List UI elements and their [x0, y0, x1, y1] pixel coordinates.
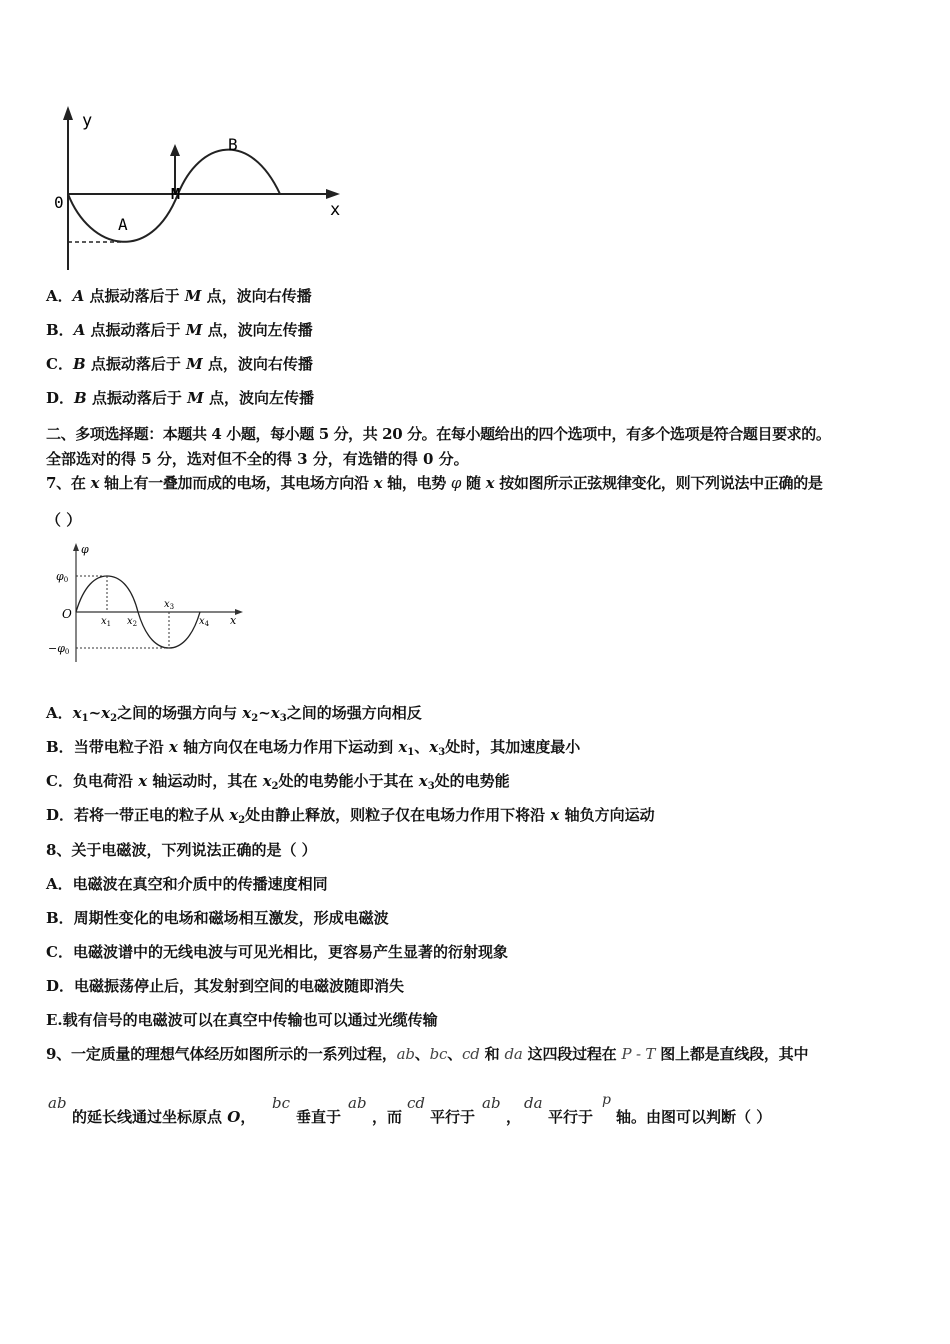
point-m-label: M [171, 185, 181, 203]
x-axis-label: x [230, 614, 237, 627]
q8-option-a: A．电磁波在真空和介质中的传播速度相同 [46, 875, 328, 893]
q8-option-b: B．周期性变化的电场和磁场相互激发，形成电磁波 [46, 909, 389, 927]
potential-figure [44, 540, 254, 670]
q7-stem: 7、在 x 轴上有一叠加而成的电场，其电场方向沿 x 轴，电势 φ 随 x 按如图所示正弦规律变化，则下列说法中正确的是 [46, 474, 823, 492]
x-label: x [330, 200, 341, 220]
q8-option-e: E.载有信号的电磁波可以在真空中传输也可以通过光缆传输 [46, 1011, 438, 1029]
q9-line2-t4: ，而 [372, 1108, 403, 1126]
phi-label: φ [81, 543, 89, 556]
q7-option-a: A．$x_1\sim x_2$之间的场强方向与 $x_2\sim x_3$之间的场强方向相反 [46, 704, 422, 724]
point-b-label: B [228, 135, 238, 154]
phi-axis-arrow [73, 543, 79, 551]
q6-option-d: D．B 点振动落后于 M 点，波向左传播 [46, 389, 314, 407]
q9-ab-symbol-2: ab [348, 1094, 367, 1112]
section2-line1: 二、多项选择题：本题共 4 小题，每小题 5 分，共 20 分。在每小题给出的四个选项中，有多个选项是符合题目要求的。 [46, 425, 831, 443]
q9-line2-t7: 平行于 [548, 1108, 594, 1126]
x1-label: $x_1$ [101, 616, 112, 628]
y-label: y [82, 111, 93, 131]
q9-ab-symbol-3: ab [482, 1094, 501, 1112]
q9-ab-symbol: ab [48, 1094, 67, 1112]
q9-p-symbol: p [602, 1092, 611, 1108]
q8-stem: 8、关于电磁波，下列说法正确的是（ ） [46, 841, 317, 859]
neg-phi0-label: −φ0 [48, 642, 70, 656]
origin-o-label: O [62, 607, 72, 621]
q9-bc-symbol: bc [272, 1094, 291, 1112]
q8-option-c: C．电磁波谱中的无线电波与可见光相比，更容易产生显著的衍射现象 [46, 943, 508, 961]
point-a-label: A [118, 215, 128, 234]
x4-label: $x_4$ [199, 616, 210, 628]
x2-label: $x_2$ [127, 616, 138, 628]
x3-label: $x_3$ [164, 599, 175, 611]
q9-da-symbol: da [524, 1094, 543, 1112]
section2-line2: 全部选对的得 5 分，选对但不全的得 3 分，有选错的得 0 分。 [46, 450, 469, 468]
q9-line2-t6: ， [506, 1108, 522, 1126]
velocity-arrowhead [170, 144, 180, 156]
y-axis-arrow [63, 106, 73, 120]
phi0-label: φ0 [56, 570, 69, 584]
wave-figure [50, 100, 350, 275]
origin-label: 0 [54, 193, 64, 212]
q6-option-b: B．A 点振动落后于 M 点，波向左传播 [46, 321, 313, 339]
q9-line2-t1: 的延长线通过坐标原点 O， [72, 1108, 256, 1126]
q9-cd-symbol: cd [407, 1094, 426, 1112]
q9-line2-t5: 平行于 [430, 1108, 476, 1126]
q6-option-a: A．A 点振动落后于 M 点，波向右传播 [46, 287, 312, 305]
q9-stem-line1: 9、一定质量的理想气体经历如图所示的一系列过程，ab、bc、cd 和 da 这四段过程在 P - T 图上都是直线段，其中 [46, 1045, 809, 1063]
q9-line2-t8: 轴。由图可以判断（ ） [616, 1108, 772, 1126]
q7-paren: （ ） [46, 511, 82, 529]
q7-option-d: D．若将一带正电的粒子从 $x_2$处由静止释放，则粒子仅在电场力作用下将沿 x 轴负方向运动 [46, 806, 655, 826]
q6-option-c: C．B 点振动落后于 M 点，波向右传播 [46, 355, 313, 373]
x-axis-arrow [326, 189, 340, 199]
q7-option-b: B．当带电粒子沿 x 轴方向仅在电场力作用下运动到 $x_1$、$x_3$处时，其加速度最小 [46, 738, 581, 758]
q8-option-d: D．电磁振荡停止后，其发射到空间的电磁波随即消失 [46, 977, 405, 995]
q7-option-c: C．负电荷沿 x 轴运动时，其在 $x_2$处的电势能小于其在 $x_3$处的电势能 [46, 772, 510, 792]
q9-line2-t3: 垂直于 [296, 1108, 342, 1126]
